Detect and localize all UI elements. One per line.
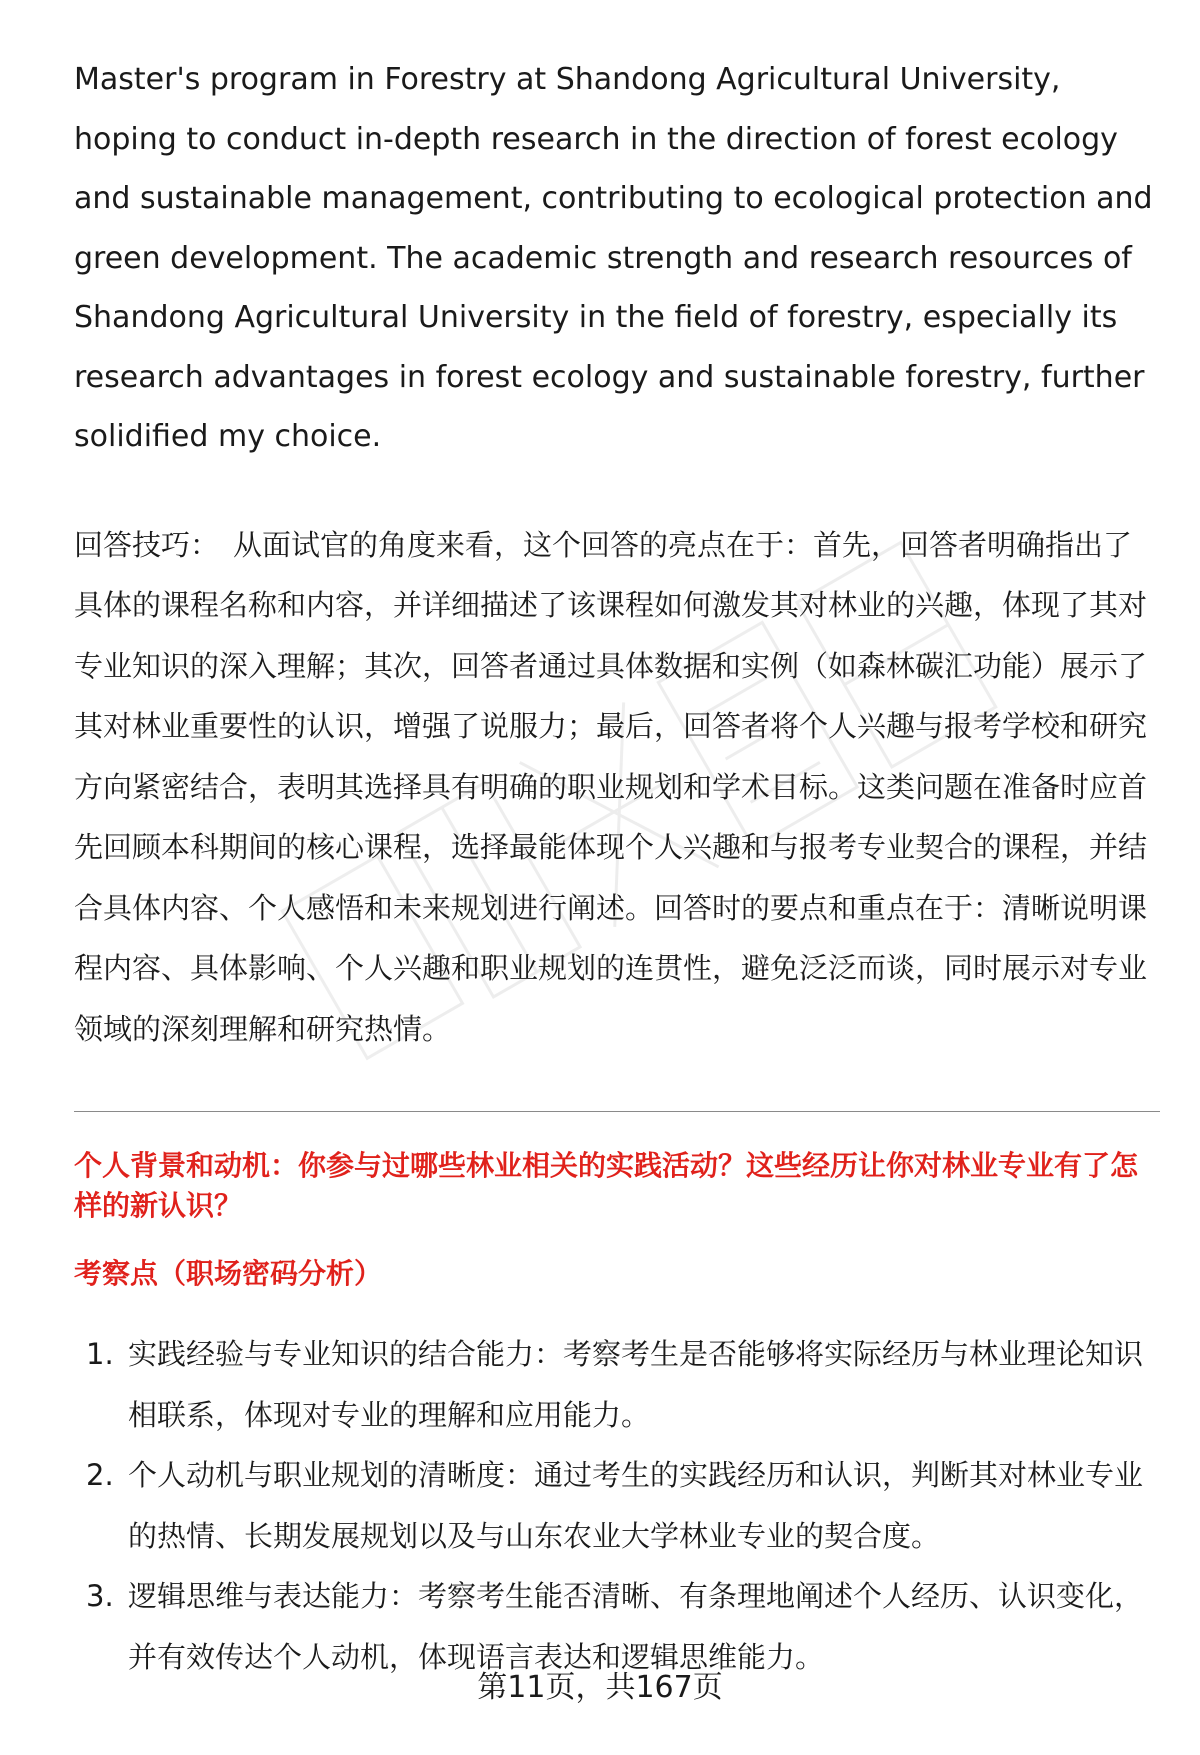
answer-tips-text: 从面试官的角度来看，这个回答的亮点在于：首先，回答者明确指出了具体的课程名称和内容，并详细描述了该课程如何激发其对林业的兴趣，体现了其对专业知识的深入理解；其次，回答者通过具体数据和实例（如森林碳汇功能）展示了其对林业重要性的认识，增强了说服力；最后，回答者将个人兴趣与报考学校和研究方向紧密结合，表明其选择具有明确的职业规划和学术目标。这类问题在准备时应首先回顾本科期间的核心课程，选择最能体现个人兴趣和与报考专业契合的课程，并结合具体内容、个人感悟和未来规划进行阐述。回答时的要点和重点在于：清晰说明课程内容、具体影响、个人兴趣和职业规划的连贯性，避免泛泛而谈，同时展示对专业领域的深刻理解和研究热情。 — [74, 527, 1148, 1046]
intro-paragraph: Master's program in Forestry at Shandong Agricultural University, hoping to conduct in-depth research in the direction of forest ecology and sustainable management, contributing to ecological protection and green development. The academic strength and research resources of Shandong Agricultural University in the field of forestry, especially its research advantages in forest ecology and sustainable forestry, further solidified my choice. — [74, 62, 1153, 454]
list-item-text: 逻辑思维与表达能力：考察考生能否清晰、有条理地阐述个人经历、认识变化，并有效传达个人动机，体现语言表达和逻辑思维能力。 — [128, 1579, 1144, 1674]
assessment-points-list — [74, 1324, 1160, 1687]
section-divider — [74, 1111, 1160, 1112]
assessment-points-heading: 考察点（职场密码分析） — [74, 1257, 383, 1290]
list-item-text: 个人动机与职业规划的清晰度：通过考生的实践经历和认识，判断其对林业专业的热情、长期发展规划以及与山东农业大学林业专业的契合度。 — [128, 1458, 1144, 1553]
list-item-number: 3. — [86, 1579, 114, 1613]
list-item-number: 1. — [86, 1337, 114, 1371]
list-item-number: 2. — [86, 1458, 114, 1492]
answer-tips-paragraph — [74, 515, 1160, 1060]
list-item — [74, 1445, 1160, 1566]
list-item-text: 实践经验与专业知识的结合能力：考察考生是否能够将实际经历与林业理论知识相联系，体现对专业的理解和应用能力。 — [128, 1337, 1144, 1432]
document-page — [74, 50, 1160, 1687]
page-number-footer: 第11页，共167页 — [477, 1670, 723, 1705]
answer-tips-label: 回答技巧： — [74, 527, 220, 562]
question-heading: 个人背景和动机：你参与过哪些林业相关的实践活动？这些经历让你对林业专业有了怎样的新认识？ — [74, 1149, 1139, 1222]
list-item — [74, 1324, 1160, 1445]
